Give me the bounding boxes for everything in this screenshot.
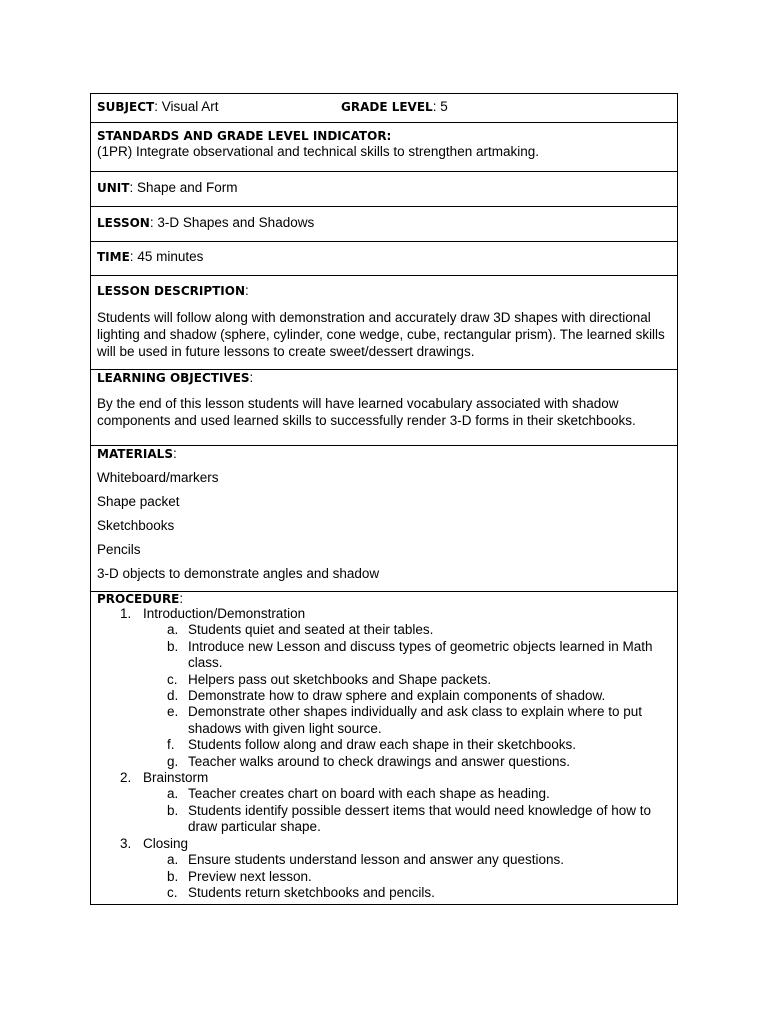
substep-text: Students quiet and seated at their tables.: [188, 622, 434, 638]
substep-letter: b.: [167, 638, 179, 654]
procedure-substep: [97, 885, 671, 901]
substep-letter: a.: [167, 852, 179, 868]
procedure-step: [97, 606, 671, 622]
objectives-row: LEARNING OBJECTIVES: By the end of this lesson students will have learned vocabulary associated with shadow components and used learned skills to successfully render 3-D forms in their sketchbooks.: [91, 370, 677, 446]
procedure-substep: [97, 754, 671, 770]
substep-text: Students identify possible dessert items that would need knowledge of how to draw particular shape.: [188, 802, 652, 835]
unit-label: UNIT: [97, 181, 130, 195]
grade-value: 5: [440, 99, 448, 114]
step-title: Closing: [143, 835, 189, 851]
substep-text: Demonstrate how to draw sphere and explain components of shadow.: [188, 688, 606, 704]
procedure-substep: [97, 786, 671, 802]
substep-letter: e.: [167, 704, 179, 720]
substep-text: Preview next lesson.: [188, 868, 312, 884]
subject-field: SUBJECT: Visual Art: [97, 99, 219, 114]
description-label: LESSON DESCRIPTION: [97, 284, 246, 298]
materials-item: Sketchbooks: [97, 518, 175, 533]
subject-row: [91, 94, 677, 123]
substep-letter: a.: [167, 622, 179, 638]
grade-field: GRADE LEVEL: 5: [341, 99, 448, 114]
time-row: TIME: 45 minutes: [91, 242, 677, 276]
substep-letter: c.: [167, 671, 178, 687]
procedure-substep: [97, 672, 671, 688]
time-value: 45 minutes: [137, 249, 204, 264]
substep-text: Ensure students understand lesson and answer any questions.: [188, 852, 564, 868]
substep-letter: g.: [167, 753, 179, 769]
substep-letter: b.: [167, 802, 179, 818]
procedure-row: PROCEDURE: 1. Introduction/Demonstration a. Students quiet and seated at their tables. b. Introduce new Lesson and discuss types of geometric objects learned in Math class. c. Helpers pass out sketchbooks and Shape packets. d. Demonstrate how to draw sphere and explain components of shadow. e. Demonstrate other shapes individually and ask class to explain where to put shadows with given light source. f. Students follow along and draw each shape in their sketchbooks. g. Teacher walks around to check drawings and answer questions. 2. Brainstorm a. Teacher creates chart on board with each shape as heading. b. Students identify possible dessert items that would need knowledge of how to draw particular shape. 3. Closing a. Ensure students understand lesson and answer any questions. b. Preview next lesson. c. Students return sketchbooks and pencils.: [91, 592, 677, 904]
step-title: Introduction/Demonstration: [143, 606, 306, 621]
procedure-substep: [97, 737, 671, 753]
standards-label: STANDARDS AND GRADE LEVEL INDICATOR:: [97, 129, 392, 143]
lesson-value: 3-D Shapes and Shadows: [157, 215, 315, 230]
substep-text: Introduce new Lesson and discuss types of geometric objects learned in Math class.: [188, 638, 653, 671]
substep-letter: a.: [167, 786, 179, 802]
subject-label: SUBJECT: [97, 100, 155, 114]
materials-item: Shape packet: [97, 494, 180, 509]
objectives-text: By the end of this lesson students will have learned vocabulary associated with shadow components and used learned skills to successfully render 3-D forms in their sketchbooks.: [97, 396, 636, 428]
materials-label: MATERIALS: [97, 447, 173, 461]
substep-letter: b.: [167, 868, 179, 884]
materials-item: 3-D objects to demonstrate angles and shadow: [97, 566, 380, 581]
materials-row: MATERIALS: Whiteboard/markers Shape packet Sketchbooks Pencils 3-D objects to demonstrate angles and shadow: [91, 446, 677, 592]
substep-text: Students follow along and draw each shape in their sketchbooks.: [188, 737, 576, 753]
substep-text: Teacher creates chart on board with each shape as heading.: [188, 786, 550, 802]
step-title: Brainstorm: [143, 770, 209, 786]
unit-value: Shape and Form: [136, 180, 238, 195]
step-number: 2.: [120, 770, 132, 786]
procedure-substep: [97, 803, 671, 836]
grade-label: GRADE LEVEL: [341, 100, 433, 114]
procedure-substep: [97, 688, 671, 704]
unit-row: UNIT: Shape and Form: [91, 172, 677, 207]
objectives-label: LEARNING OBJECTIVES: [97, 371, 250, 385]
lesson-row: LESSON: 3-D Shapes and Shadows: [91, 207, 677, 242]
substep-letter: f.: [167, 737, 175, 753]
lesson-plan-table: [90, 93, 678, 905]
description-text: Students will follow along with demonstration and accurately draw 3D shapes with directional lighting and shadow (sphere, cylinder, cone wedge, cube, rectangular prism). The learned skills will be used in future lessons to create sweet/dessert drawings.: [97, 310, 665, 359]
subject-value: Visual Art: [161, 99, 219, 114]
procedure-substep: [97, 622, 671, 638]
standards-text: (1PR) Integrate observational and technical skills to strengthen artmaking.: [97, 144, 539, 159]
step-number: 1.: [120, 606, 132, 621]
description-row: LESSON DESCRIPTION: Students will follow along with demonstration and accurately draw 3D shapes with directional lighting and shadow (sphere, cylinder, cone wedge, cube, rectangular prism). The learned skills will be used in future lessons to create sweet/dessert drawings.: [91, 276, 677, 370]
time-label: TIME: [97, 250, 130, 264]
procedure-substep: [97, 869, 671, 885]
substep-text: Helpers pass out sketchbooks and Shape packets.: [188, 671, 492, 687]
standards-row: [91, 123, 677, 172]
substep-text: Teacher walks around to check drawings and answer questions.: [188, 753, 570, 769]
materials-item: Pencils: [97, 542, 141, 557]
substep-letter: c.: [167, 884, 178, 900]
procedure-step: [97, 836, 671, 852]
substep-text: Demonstrate other shapes individually and ask class to explain where to put shadows with given light source.: [188, 704, 643, 736]
step-number: 3.: [120, 835, 132, 851]
substep-letter: d.: [167, 688, 179, 704]
substep-text: Students return sketchbooks and pencils.: [188, 884, 435, 900]
procedure-substep: [97, 639, 671, 672]
procedure-label: PROCEDURE: [97, 592, 180, 606]
procedure-substep: [97, 852, 671, 868]
materials-item: Whiteboard/markers: [97, 470, 219, 485]
procedure-step: [97, 770, 671, 786]
procedure-substep: [97, 704, 671, 737]
lesson-label: LESSON: [97, 216, 150, 230]
